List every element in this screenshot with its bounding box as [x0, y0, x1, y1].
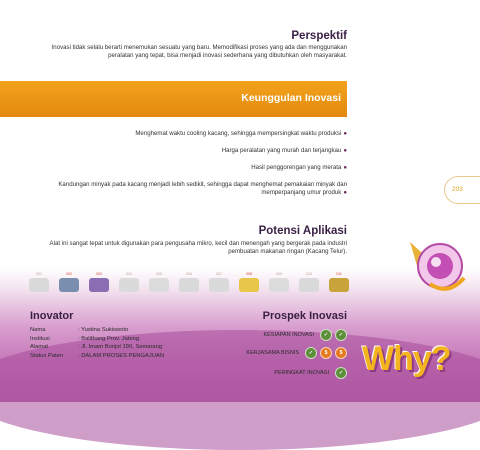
keunggulan-item — [17, 164, 347, 172]
boat-icon — [149, 278, 169, 292]
factory-icon — [299, 278, 319, 292]
inovator-key: Alamat — [30, 344, 49, 350]
keunggulan-item-text: Kandungan minyak pada kacang menjadi lebih sedikit, sehingga dapat menghemat pemakaian minyak dan memperpanjang umur produk — [58, 181, 347, 196]
inovator-value: : Balitbang Prov. Jateng — [78, 335, 140, 342]
keunggulan-item — [57, 181, 347, 197]
rating-badge-icon: $ — [335, 347, 347, 359]
strip-item[interactable] — [177, 272, 201, 296]
inovator-row — [30, 326, 164, 335]
bullet-icon: ● — [343, 130, 347, 137]
category-icon-strip — [27, 272, 357, 296]
leaf-icon — [269, 278, 289, 292]
rating-badge-icon: ✓ — [320, 329, 332, 341]
innovation-logo-icon — [402, 232, 470, 298]
prospek-row — [263, 328, 347, 342]
hand-icon — [239, 278, 259, 292]
strip-number: 009 — [276, 272, 282, 276]
strip-item[interactable] — [207, 272, 231, 296]
why-logo: Why? — [362, 340, 451, 378]
strip-item[interactable] — [327, 272, 351, 296]
hand-icon — [119, 278, 139, 292]
strip-number: 002 — [66, 272, 72, 276]
prospek-label: KERJASAMA BISNIS — [246, 350, 299, 356]
strip-number: 010 — [306, 272, 312, 276]
strip-item[interactable] — [27, 272, 51, 296]
bullet-icon: ● — [343, 147, 347, 154]
inovator-title: Inovator — [30, 310, 74, 322]
people-icon — [329, 278, 349, 292]
prospek-title: Prospek Inovasi — [262, 310, 347, 322]
page-number: 203 — [452, 186, 463, 193]
rating-badge-icon: ✓ — [305, 347, 317, 359]
machine-icon — [59, 278, 79, 292]
inovator-key: Institusi — [30, 335, 50, 342]
inovator-table — [30, 326, 164, 360]
strip-item[interactable] — [57, 272, 81, 296]
inovator-row — [30, 335, 164, 344]
prospek-row — [274, 366, 347, 380]
strip-item[interactable] — [87, 272, 111, 296]
strip-item[interactable] — [267, 272, 291, 296]
perspektif-body: Inovasi tidak selalu berarti menemukan sesuatu yang baru. Memodifikasi proses yang ada dan menggunakan peralatan yang tepat, bisa menjadi inovasi sederhana yang dibutuhkan oleh masyarakat. — [51, 44, 347, 59]
rating-badge-icon: ✓ — [335, 367, 347, 379]
strip-item[interactable] — [117, 272, 141, 296]
perspektif-title: Perspektif — [291, 30, 347, 42]
inovator-key: Nama — [30, 327, 46, 333]
chart-icon — [89, 278, 109, 292]
inovator-row — [30, 343, 164, 352]
keunggulan-banner — [0, 81, 347, 117]
keunggulan-item-text: Hasil penggorengan yang merata — [251, 164, 342, 171]
strip-number: 007 — [216, 272, 222, 276]
keunggulan-title: Keunggulan Inovasi — [241, 92, 341, 104]
strip-number: 003 — [96, 272, 102, 276]
strip-item[interactable] — [237, 272, 261, 296]
strip-number: 001 — [36, 272, 42, 276]
keunggulan-item-text: Menghemat waktu cooling kacang, sehingga mempersingkat waktu produksi — [135, 130, 342, 137]
book-icon — [209, 278, 229, 292]
prospek-label: PERINGKAT INOVASI — [274, 370, 329, 376]
potensi-body: Alat ini sangat tepat untuk digunakan para pengusaha mikro, kecil dan menengah yang bergerak pada industri pembuatan makanan ringan (Kacang Telur). — [49, 240, 347, 255]
rating-badge-icon: ✓ — [335, 329, 347, 341]
keunggulan-item — [17, 130, 347, 138]
potensi-title: Potensi Aplikasi — [258, 225, 347, 237]
strip-number: 006 — [186, 272, 192, 276]
strip-number: 008 — [246, 272, 252, 276]
strip-number: 011 — [336, 272, 342, 276]
inovator-value: : DALAM PROSES PENGAJUAN — [78, 352, 165, 359]
rating-badge-icon: $ — [320, 347, 332, 359]
keunggulan-item — [17, 147, 347, 155]
inovator-value: : Yustina Sukiswoto — [78, 327, 129, 333]
keunggulan-item-text: Harga peralatan yang murah dan terjangkau — [221, 147, 342, 154]
inovator-value: : Jl. Imam Bonjol 190, Semarang — [78, 344, 163, 350]
strip-number: 004 — [126, 272, 132, 276]
car-icon — [29, 278, 49, 292]
inovator-key: Status Paten — [30, 352, 64, 359]
strip-item[interactable] — [297, 272, 321, 296]
prospek-row — [246, 346, 347, 360]
bullet-icon: ● — [343, 189, 347, 196]
prospek-label: KESIAPAN INOVASI — [263, 332, 314, 338]
keunggulan-list — [17, 130, 347, 206]
bullet-icon: ● — [343, 164, 347, 171]
strip-number: 005 — [156, 272, 162, 276]
strip-item[interactable] — [147, 272, 171, 296]
tool-icon — [179, 278, 199, 292]
inovator-row — [30, 352, 164, 361]
